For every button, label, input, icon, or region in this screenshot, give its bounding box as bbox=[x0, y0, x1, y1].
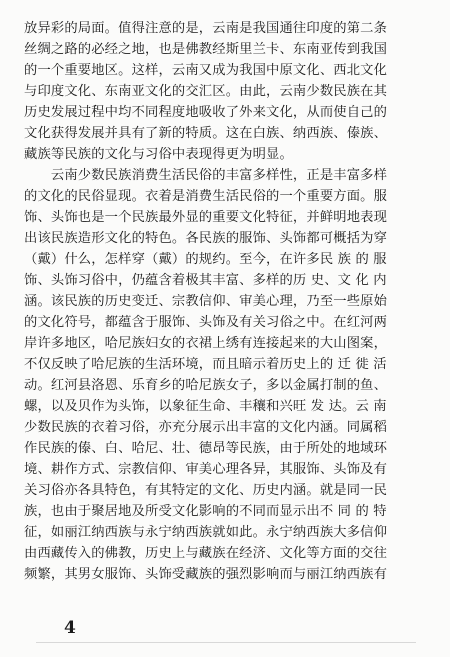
text-line: 云南少数民族消费生活民俗的丰富多样性，正是丰富多样 bbox=[24, 168, 388, 183]
text-line: 的文化符号，都蕴含于服饰、头饰及有关习俗之中。在红河两 bbox=[24, 315, 388, 330]
text-line: （戴）什么，怎样穿（戴）的规约。至今，在许多民 族 的 服 bbox=[24, 252, 387, 267]
text-line: 境、耕作方式、宗教信仰、审美心理各异，其服饰、头饰及有 bbox=[24, 462, 388, 477]
text-line: 与印度文化、东南亚文化的交汇区。由此，云南少数民族在其 bbox=[24, 84, 388, 99]
body-text bbox=[24, 18, 404, 585]
text-line: 不仅反映了哈尼族的生活环境，而且暗示着历史上的 迁 徙 活 bbox=[24, 357, 387, 372]
text-line: 出该民族造形文化的特色。各民族的服饰、头饰都可概括为穿 bbox=[24, 231, 388, 246]
text-line: 征，如丽江纳西族与永宁纳西族就如此。永宁纳西族大多信仰 bbox=[24, 525, 388, 540]
text-line: 的文化的民俗显现。衣着是消费生活民俗的一个重要方面。服 bbox=[24, 189, 388, 204]
text-line: 频繁，其男女服饰、头饰受藏族的强烈影响而与丽江纳西族有 bbox=[24, 567, 388, 582]
text-line: 螺，以及贝作为头饰，以象征生命、丰穰和兴旺 发 达。云 南 bbox=[24, 399, 387, 414]
text-line: 族，也由于聚居地及所受文化影响的不同而显示出不 同 的 特 bbox=[24, 504, 387, 519]
page-number: 4 bbox=[64, 618, 76, 638]
text-line: 的一个重要地区。这样，云南又成为我国中原文化、西北文化 bbox=[24, 63, 388, 78]
text-line: 饰、头饰习俗中，仍蕴含着极其丰富、多样的历 史、文 化 内 bbox=[24, 273, 387, 288]
text-line: 关习俗亦各具特色，有其特定的文化、历史内涵。就是同一民 bbox=[24, 483, 388, 498]
text-line: 放异彩的局面。值得注意的是，云南是我国通往印度的第二条 bbox=[24, 21, 388, 36]
text-line: 历史发展过程中均不同程度地吸收了外来文化，从而使自己的 bbox=[24, 105, 388, 120]
page-bottom-divider bbox=[36, 642, 416, 643]
text-line: 涵。该民族的历史变迁、宗教信仰、审美心理，乃至一些原始 bbox=[24, 294, 388, 309]
text-line: 文化获得发展并具有了新的特质。这在白族、纳西族、傣族、 bbox=[24, 126, 388, 141]
text-line: 藏族等民族的文化与习俗中表现得更为明显。 bbox=[24, 147, 293, 162]
text-line: 作民族的傣、白、哈尼、壮、德昂等民族，由于所处的地域环 bbox=[24, 441, 388, 456]
text-line: 少数民族的衣着习俗，亦充分展示出丰富的文化内涵。同属稻 bbox=[24, 420, 388, 435]
text-line: 岸许多地区，哈尼族妇女的衣裙上绣有连接起来的大山图案， bbox=[24, 336, 388, 351]
text-line: 由西藏传入的佛教，历史上与藏族在经济、文化等方面的交往 bbox=[24, 546, 388, 561]
text-line: 饰、头饰也是一个民族最外显的重要文化特征，并鲜明地表现 bbox=[24, 210, 388, 225]
text-line: 丝绸之路的必经之地，也是佛教经斯里兰卡、东南亚传到我国 bbox=[24, 42, 388, 57]
text-line: 动。红河县洛恩、乐育乡的哈尼族女子，多以金属打制的鱼、 bbox=[24, 378, 388, 393]
